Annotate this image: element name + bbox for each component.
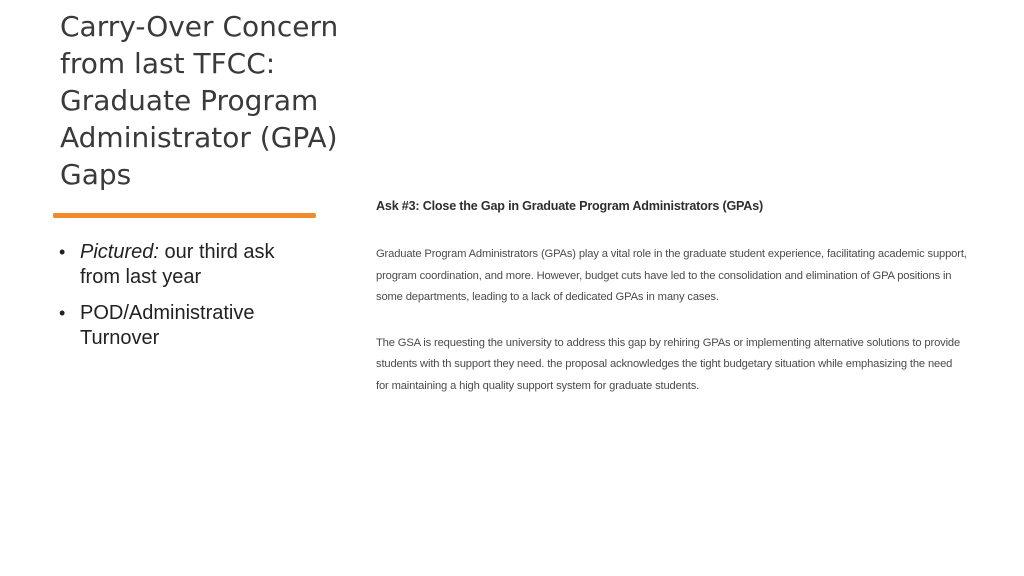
bullet-item-pictured (58, 240, 318, 290)
ask-paragraph-line: students with th support they need. the proposal acknowledges the tight budgetary situation while emphasizing the need (376, 358, 953, 370)
bullet-item-pod-turnover (58, 301, 318, 351)
bullet-marker: • (59, 242, 66, 262)
bullet-list (58, 240, 318, 362)
title-accent-rule (53, 213, 316, 218)
ask-screenshot-panel (376, 192, 967, 397)
ask-paragraph-line: The GSA is requesting the university to address this gap by rehiring GPAs or implementing alternative solutions to provide (376, 336, 961, 349)
bullet-marker: • (59, 303, 66, 323)
ask-heading: Ask #3: Close the Gap in Graduate Program Administrators (GPAs) (376, 199, 763, 213)
ask-paragraph-line: for maintaining a high quality support system for graduate students. (376, 379, 700, 392)
ask-paragraph-1 (376, 244, 967, 309)
ask-paragraph-line: some departments, leading to a lack of dedicated GPAs in many cases. (376, 291, 719, 303)
slide-title: Carry-Over Concern from last TFCC: Graduate Program Administrator (GPA) Gaps (60, 10, 339, 191)
bullet-text: POD/Administrative Turnover (80, 302, 255, 349)
ask-paragraph-line: Graduate Program Administrators (GPAs) play a vital role in the graduate student experience, facilitating academic support, (376, 248, 967, 260)
bullet-text: our third ask from last year (80, 241, 275, 288)
pictured-label: Pictured: (80, 241, 159, 263)
ask-paragraph-line: program coordination, and more. However, budget cuts have led to the consolidation and elimination of GPA positions in (376, 269, 952, 282)
ask-paragraph-2 (376, 333, 961, 398)
